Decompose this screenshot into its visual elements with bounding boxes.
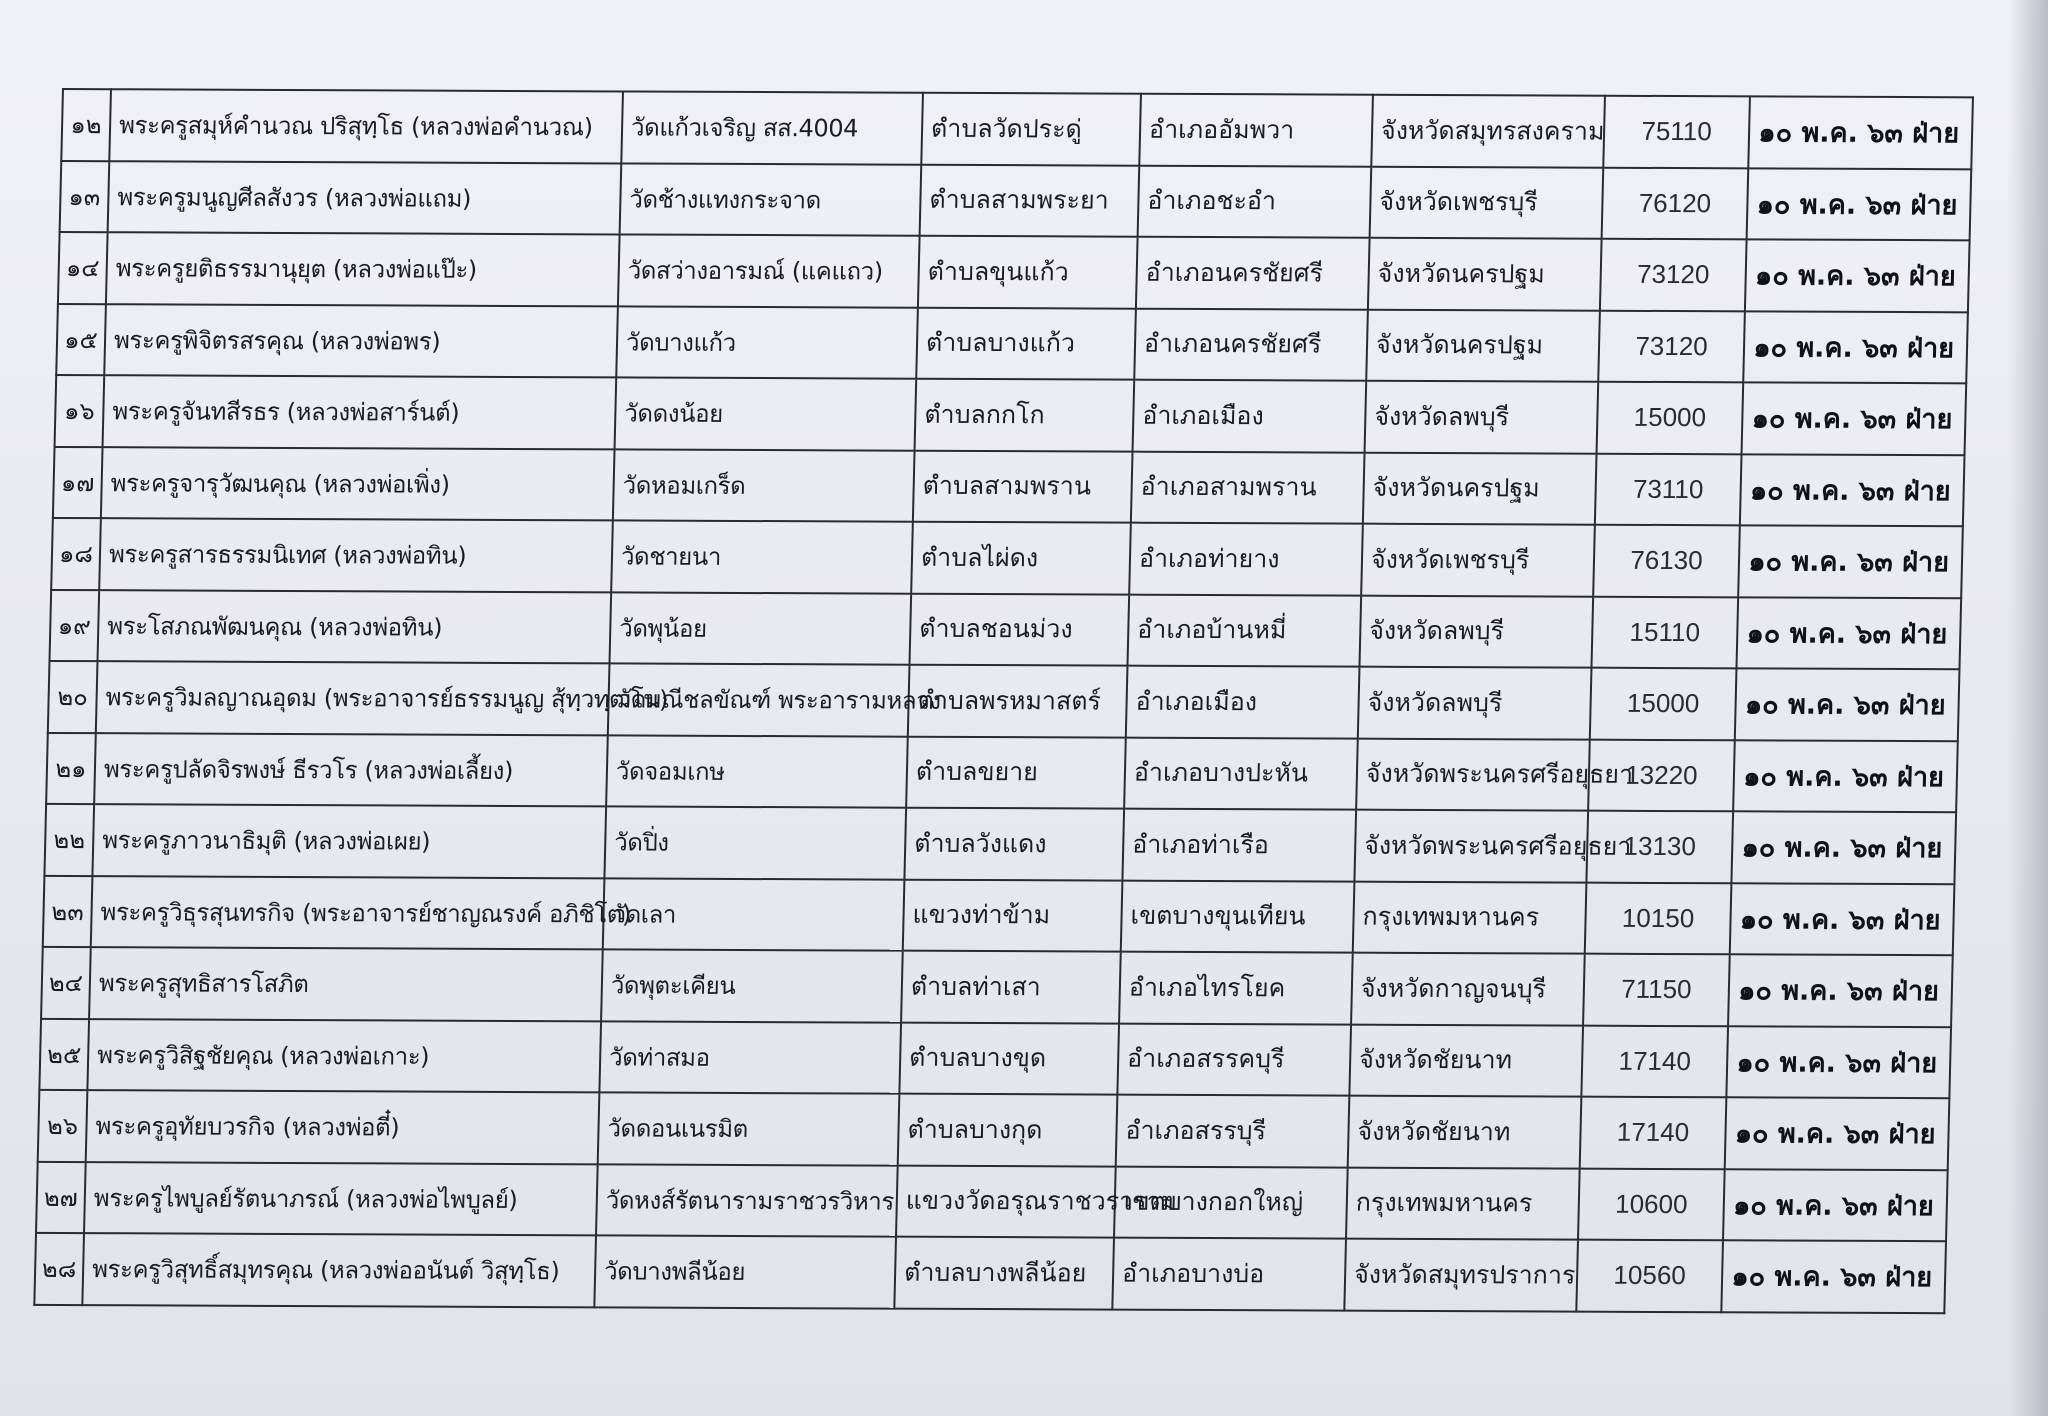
date-note-cell: ๑๐ พ.ค. ๖๓ ฝ่าย [1733,740,1958,812]
province-cell: จังหวัดชัยนาท [1348,1096,1582,1169]
monk-name-cell: พระครูจารุวัฒนคุณ (หลวงพ่อเพิ่ง) [101,447,615,521]
temple-name-cell: วัดปิ่ง [604,806,906,879]
province-cell: จังหวัดสมุทรปราการ [1344,1239,1578,1312]
postcode-cell: 71150 [1583,954,1730,1026]
temple-name-cell: วัดบางแก้ว [616,306,918,379]
row-number-cell: ๒๖ [38,1090,88,1162]
subdistrict-cell: ตำบลวังแดง [904,808,1124,880]
subdistrict-cell: ตำบลไผ่ดง [911,522,1131,594]
subdistrict-cell: ตำบลสามพราน [913,450,1133,522]
postcode-cell: 10600 [1578,1168,1725,1240]
date-note-cell: ๑๐ พ.ค. ๖๓ ฝ่าย [1728,954,1953,1026]
temple-name-cell: วัดท่าสมอ [599,1021,901,1094]
row-number-cell: ๒๘ [34,1233,84,1305]
district-cell: อำเภออัมพวา [1139,94,1373,167]
subdistrict-cell: ตำบลบางขุด [899,1022,1119,1094]
postcode-cell: 10560 [1576,1240,1723,1312]
province-cell: จังหวัดลพบุรี [1359,595,1593,668]
district-cell: เขตบางขุนเทียน [1121,880,1355,953]
table-row [48,661,1960,741]
row-number-cell: ๒๐ [48,661,98,733]
date-note-cell: ๑๐ พ.ค. ๖๓ ฝ่าย [1725,1097,1950,1169]
province-cell: กรุงเทพมหานคร [1346,1167,1580,1240]
table-row [53,446,1965,526]
row-number-cell: ๒๑ [46,732,96,804]
row-number-cell: ๑๒ [61,89,111,161]
date-note-cell: ๑๐ พ.ค. ๖๓ ฝ่าย [1723,1169,1948,1241]
province-cell: จังหวัดนครปฐม [1368,238,1602,311]
temple-name-cell: วัดพุตะเคียน [601,949,903,1022]
subdistrict-cell: ตำบลบางกุด [898,1094,1118,1166]
postcode-cell: 17140 [1580,1097,1727,1169]
monk-name-cell: พระครูไพบูลย์รัตนาภรณ์ (หลวงพ่อไพบูลย์) [84,1162,598,1236]
monk-name-cell: พระครูสารธรรมนิเทศ (หลวงพ่อทิน) [99,518,613,592]
province-cell: จังหวัดสมุทรสงคราม [1371,95,1605,168]
date-note-cell: ๑๐ พ.ค. ๖๓ ฝ่าย [1731,811,1956,883]
subdistrict-cell: ตำบลกกโก [915,379,1135,451]
monk-name-cell: พระครูอุทัยบวรกิจ (หลวงพ่อตี๋) [86,1090,600,1164]
temple-name-cell: วัดหอมเกร็ด [613,449,915,522]
subdistrict-cell: แขวงท่าข้าม [903,879,1123,951]
district-cell: อำเภอสรรบุรี [1116,1095,1350,1168]
row-number-cell: ๑๔ [58,232,108,304]
row-number-cell: ๒๗ [36,1161,86,1233]
subdistrict-cell: ตำบลท่าเสา [901,951,1121,1023]
date-note-cell: ๑๐ พ.ค. ๖๓ ฝ่าย [1745,239,1970,311]
monk-name-cell: พระครูวิสิฐชัยคุณ (หลวงพ่อเกาะ) [87,1019,601,1093]
district-cell: อำเภอสามพราน [1131,451,1365,524]
monk-name-cell: พระครูมนูญศีลสังวร (หลวงพ่อแถม) [108,161,622,235]
postcode-cell: 75110 [1603,96,1750,168]
district-cell: อำเภอนครชัยศรี [1136,237,1370,310]
monk-name-cell: พระครูภาวนาธิมุติ (หลวงพ่อเผย) [92,804,606,878]
date-note-cell: ๑๐ พ.ค. ๖๓ ฝ่าย [1736,597,1961,669]
monk-name-cell: พระครูยติธรรมานุยุต (หลวงพ่อแป๊ะ) [106,232,620,306]
postcode-cell: 13220 [1588,739,1735,811]
temple-name-cell: วัดแก้วเจริญ สส.4004 [621,91,923,164]
subdistrict-cell: ตำบลขุนแก้ว [918,236,1138,308]
district-cell: อำเภอชะอำ [1138,165,1372,238]
province-cell: กรุงเทพมหานคร [1353,881,1587,954]
province-cell: จังหวัดพระนครศรีอยุธยา [1354,810,1588,883]
table-row [36,1161,1948,1241]
subdistrict-cell: ตำบลวัดประดู่ [921,93,1141,165]
district-cell: อำเภอท่ายาง [1129,523,1363,596]
subdistrict-cell: แขวงวัดอรุณราชวราราม [896,1165,1116,1237]
table-row [60,160,1972,240]
postcode-cell: 15000 [1597,382,1744,454]
district-cell: อำเภอเมือง [1126,666,1360,739]
province-cell: จังหวัดลพบุรี [1358,667,1592,740]
province-cell: จังหวัดพระนครศรีอยุธยา [1356,738,1590,811]
district-cell: อำเภอบ้านหมี่ [1127,594,1361,667]
subdistrict-cell: ตำบลสามพระยา [920,164,1140,236]
postcode-cell: 17140 [1581,1025,1728,1097]
row-number-cell: ๑๖ [55,375,105,447]
table-row [43,875,1955,955]
postcode-cell: 13130 [1586,811,1733,883]
table-row [51,518,1963,598]
row-number-cell: ๒๓ [43,875,93,947]
table-row [34,1233,1946,1313]
table-row [46,732,1958,812]
subdistrict-cell: ตำบลพรหมาสตร์ [908,665,1128,737]
monk-name-cell: พระครูปลัดจิรพงษ์ ธีรวโร (หลวงพ่อเลี้ยง) [94,733,608,807]
subdistrict-cell: ตำบลชอนม่วง [909,593,1129,665]
postcode-cell: 76130 [1593,525,1740,597]
temple-name-cell: วัดดอนเนรมิต [598,1092,900,1165]
province-cell: จังหวัดเพชรบุรี [1361,524,1595,597]
subdistrict-cell: ตำบลขยาย [906,736,1126,808]
temple-name-cell: วัดบางพลีน้อย [594,1235,896,1308]
monk-name-cell: พระครูสมุห์คำนวณ ปริสุทฺโธ (หลวงพ่อคำนวณ) [109,89,623,163]
postcode-cell: 10150 [1585,882,1732,954]
subdistrict-cell: ตำบลบางพลีน้อย [894,1237,1114,1309]
postcode-cell: 73120 [1598,310,1745,382]
district-cell: เขตบางกอกใหญ่ [1114,1166,1348,1239]
province-cell: จังหวัดลพบุรี [1365,381,1599,454]
subdistrict-cell: ตำบลบางแก้ว [916,307,1136,379]
monk-list-table [33,88,1974,1314]
monk-name-cell: พระครูวิมลญาณอุดม (พระอาจารย์ธรรมนูญ สุ้ทฺวทฺฒโน) [96,661,610,735]
district-cell: อำเภอนครชัยศรี [1134,308,1368,381]
district-cell: อำเภอไทรโยค [1119,952,1353,1025]
table-row [61,89,1973,169]
row-number-cell: ๒๕ [39,1018,89,1090]
table-row [56,303,1968,383]
district-cell: อำเภอบางบ่อ [1112,1238,1346,1311]
district-cell: อำเภอสรรคบุรี [1117,1023,1351,1096]
table-body [34,89,1973,1313]
date-note-cell: ๑๐ พ.ค. ๖๓ ฝ่าย [1721,1240,1946,1312]
date-note-cell: ๑๐ พ.ค. ๖๓ ฝ่าย [1735,668,1960,740]
temple-name-cell: วัดเลา [603,878,905,951]
table-row [41,947,1953,1027]
table-row [49,589,1961,669]
table-row [38,1090,1950,1170]
postcode-cell: 15000 [1590,668,1737,740]
monk-name-cell: พระครูพิจิตรสรคุณ (หลวงพ่อพร) [104,304,618,378]
table-row [58,232,1970,312]
temple-name-cell: วัดพุน้อย [609,592,911,665]
row-number-cell: ๒๒ [44,804,94,876]
province-cell: จังหวัดกาญจนบุรี [1351,953,1585,1026]
district-cell: อำเภอเมือง [1133,380,1367,453]
postcode-cell: 73120 [1600,239,1747,311]
date-note-cell: ๑๐ พ.ค. ๖๓ ฝ่าย [1743,311,1968,383]
date-note-cell: ๑๐ พ.ค. ๖๓ ฝ่าย [1730,883,1955,955]
monk-name-cell: พระครูจันทสีรธร (หลวงพ่อสาร์นต์) [103,375,617,449]
temple-name-cell: วัดชายนา [611,520,913,593]
temple-name-cell: วัดจอมเกษ [606,735,908,808]
monk-name-cell: พระครูวิธุรสุนทรกิจ (พระอาจารย์ชาญณรงค์ อภิชิโต) [91,876,605,950]
temple-name-cell: วัดช้างแทงกระจาด [620,163,922,236]
table-row [44,804,1956,884]
temple-name-cell: วัดสว่างอารมณ์ (แคแถว) [618,234,920,307]
province-cell: จังหวัดเพชรบุรี [1370,166,1604,239]
temple-name-cell: วัดหงส์รัตนารามราชวรวิหาร [596,1164,898,1237]
table-row [39,1018,1951,1098]
date-note-cell: ๑๐ พ.ค. ๖๓ ฝ่าย [1726,1026,1951,1098]
district-cell: อำเภอบางปะหัน [1124,737,1358,810]
temple-name-cell: วัดดงน้อย [615,377,917,450]
row-number-cell: ๑๗ [53,446,103,518]
postcode-cell: 15110 [1591,596,1738,668]
province-cell: จังหวัดนครปฐม [1363,452,1597,525]
date-note-cell: ๑๐ พ.ค. ๖๓ ฝ่าย [1747,168,1972,240]
monk-name-cell: พระโสภณพัฒนคุณ (หลวงพ่อทิน) [97,590,611,664]
row-number-cell: ๑๘ [51,518,101,590]
row-number-cell: ๑๙ [49,589,99,661]
monk-name-cell: พระครูวิสุทธิ์สมุทรคุณ (หลวงพ่ออนันต์ วิสุทฺโธ) [82,1233,596,1307]
temple-name-cell: วัดมณีชลขัณฑ์ พระอารามหลวง [608,663,910,736]
table-row [55,375,1967,455]
row-number-cell: ๑๕ [56,303,106,375]
row-number-cell: ๑๓ [60,160,110,232]
monk-name-cell: พระครูสุทธิสารโสภิต [89,947,603,1021]
province-cell: จังหวัดนครปฐม [1366,309,1600,382]
row-number-cell: ๒๔ [41,947,91,1019]
date-note-cell: ๑๐ พ.ค. ๖๓ ฝ่าย [1742,382,1967,454]
postcode-cell: 73110 [1595,453,1742,525]
postcode-cell: 76120 [1602,167,1749,239]
date-note-cell: ๑๐ พ.ค. ๖๓ ฝ่าย [1740,454,1965,526]
district-cell: อำเภอท่าเรือ [1122,809,1356,882]
date-note-cell: ๑๐ พ.ค. ๖๓ ฝ่าย [1748,96,1973,168]
date-note-cell: ๑๐ พ.ค. ๖๓ ฝ่าย [1738,525,1963,597]
province-cell: จังหวัดชัยนาท [1349,1024,1583,1097]
